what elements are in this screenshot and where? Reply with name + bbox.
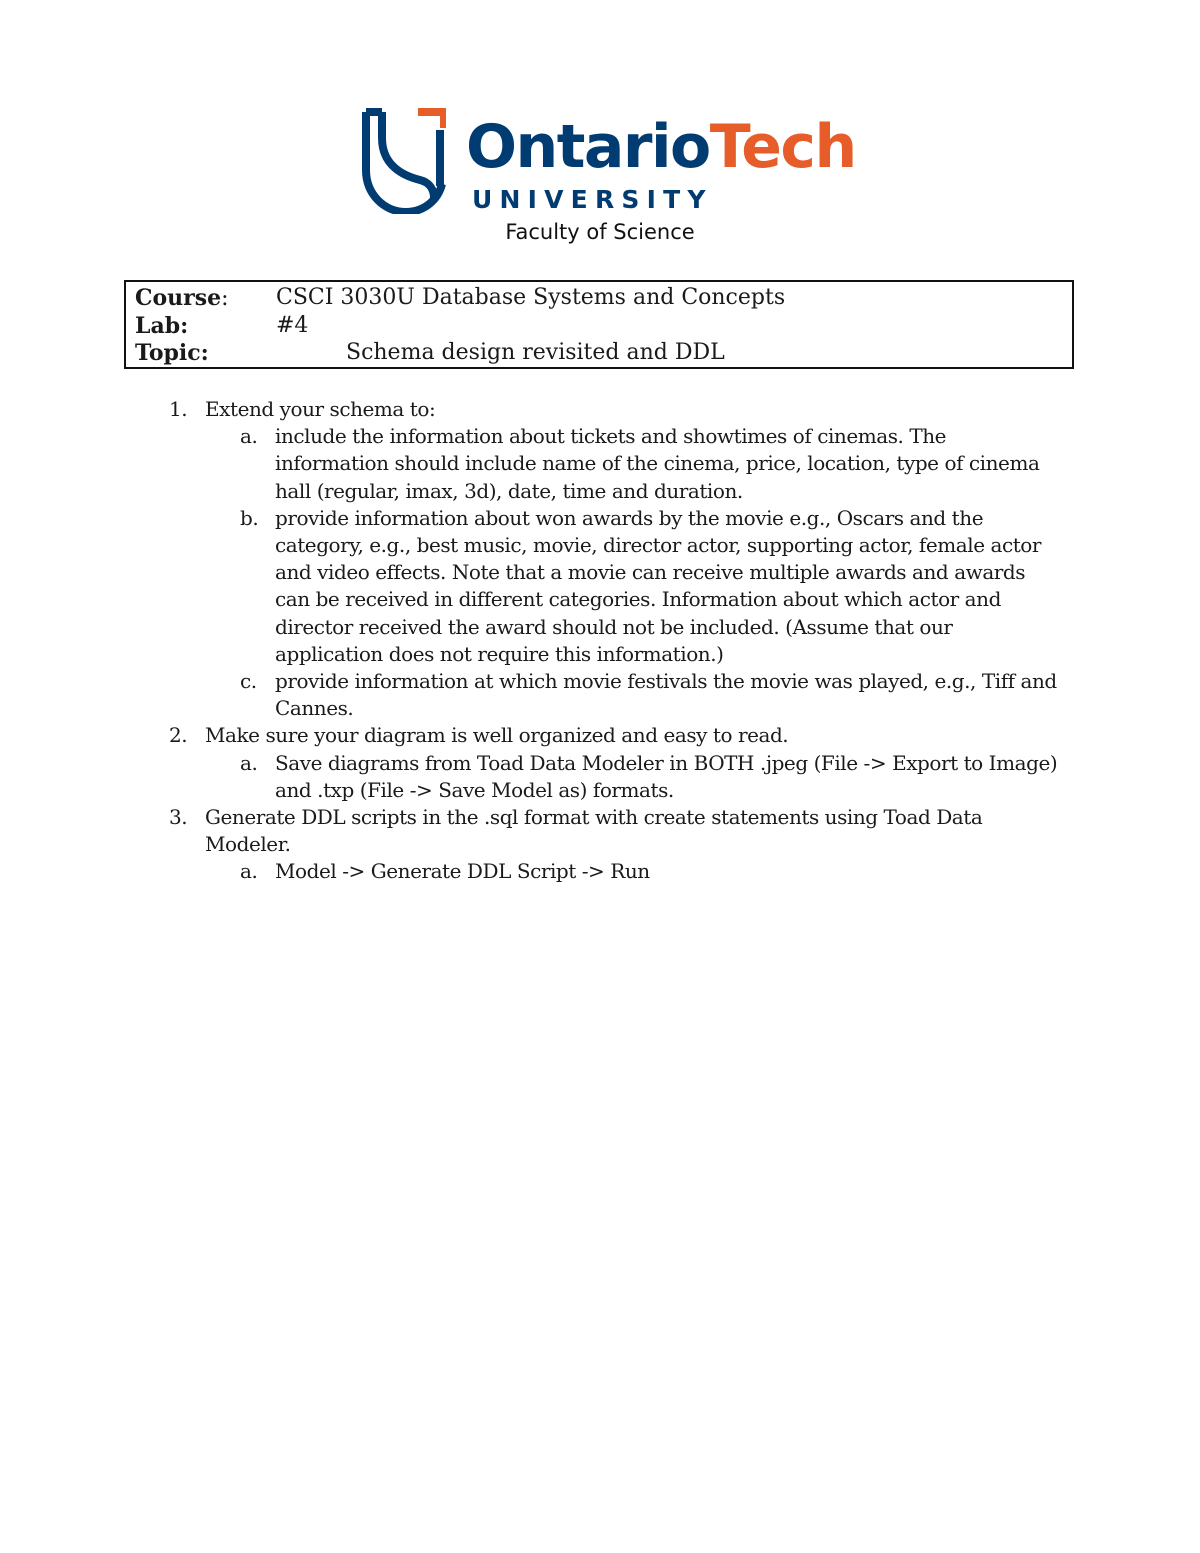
course-label: [135, 284, 229, 313]
list-item-text: Generate DDL scripts in the .sql format with create statements using Toad Data Modeler.: [205, 805, 983, 857]
university-logo: [362, 108, 856, 218]
course-label-colon: :: [221, 286, 229, 311]
logo-word-ontario: Ontario: [466, 112, 710, 182]
list-item: [0, 722, 1065, 749]
logo-wordmark: [466, 114, 856, 180]
sub-item-letter: b.: [240, 505, 259, 530]
sub-item-text: include the information about tickets and showtimes of cinemas. The information should include name of the cinema, price, location, type of cinema hall (regular, imax, 3d), date, time and duration.: [275, 424, 1040, 503]
list-item-number: 2.: [169, 723, 188, 748]
sub-list-item: [0, 505, 1065, 668]
list-item-text: Make sure your diagram is well organized and easy to read.: [205, 723, 789, 748]
list-item-number: 1.: [169, 397, 188, 421]
sub-list-item: [0, 668, 1065, 722]
sub-item-letter: a.: [240, 859, 258, 884]
lab-label: Lab:: [135, 313, 189, 339]
sub-item-letter: c.: [240, 669, 257, 694]
topic-label: Topic:: [135, 340, 209, 366]
instruction-list: [0, 396, 1200, 886]
sub-item-letter: a.: [240, 424, 258, 449]
sub-item-text: Model -> Generate DDL Script -> Run: [275, 859, 650, 884]
ontario-tech-shield-icon: [362, 108, 446, 214]
sub-list-item: [0, 750, 1065, 804]
list-item: [0, 396, 1065, 423]
sub-item-letter: a.: [240, 750, 258, 775]
course-info-box: [124, 280, 1074, 369]
course-label-text: Course: [135, 285, 222, 311]
sub-item-text: provide information at which movie festivals the movie was played, e.g., Tiff and Cannes.: [275, 669, 1057, 721]
sub-list-item: [0, 423, 1065, 505]
list-item-number: 3.: [169, 805, 188, 830]
faculty-name: Faculty of Science: [505, 220, 695, 244]
list-item: [0, 804, 1065, 858]
logo-word-tech: Tech: [709, 112, 856, 182]
sub-item-text: Save diagrams from Toad Data Modeler in BOTH .jpeg (File -> Export to Image) and .txp (File -> Save Model as) formats.: [275, 750, 1058, 802]
sub-list-item: [0, 858, 1065, 885]
list-item-text: Extend your schema to:: [205, 397, 436, 421]
course-value: CSCI 3030U Database Systems and Concepts: [276, 285, 786, 310]
logo-university: UNIVERSITY: [472, 185, 713, 214]
sub-item-text: provide information about won awards by the movie e.g., Oscars and the category, e.g., best music, movie, director actor, supporting actor, female actor and video effects. Note that a movie can receive multiple awards and awards can be received in different categories. Information about which actor and director received the award should not be included. (Assume that our application does not require this information.): [275, 505, 1042, 666]
lab-value: #4: [276, 313, 309, 338]
topic-value: Schema design revisited and DDL: [346, 340, 725, 365]
